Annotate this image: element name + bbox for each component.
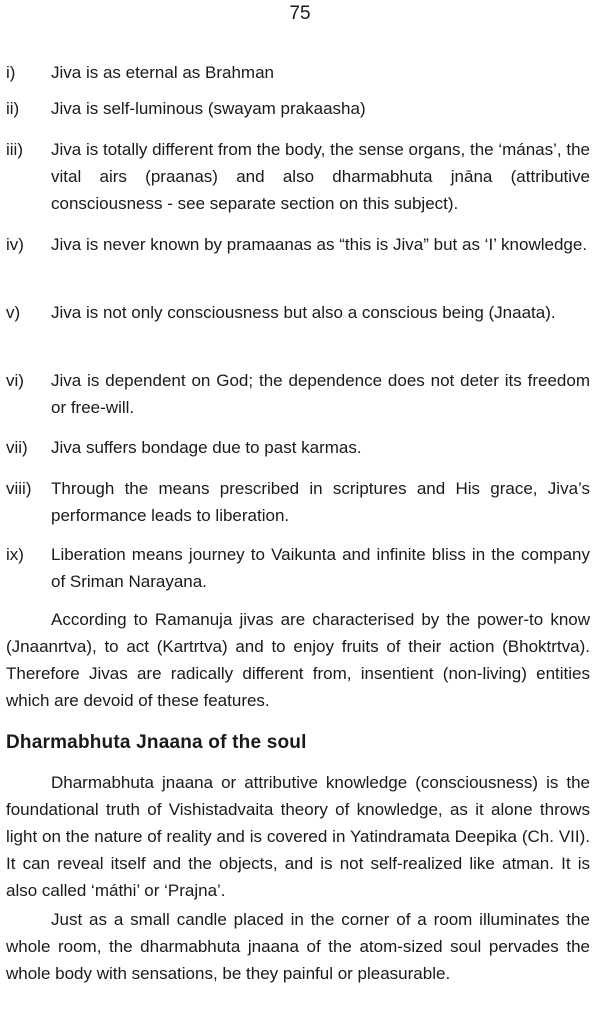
list-item-text: Jiva is as eternal as Brahman bbox=[51, 63, 274, 82]
list-item-marker: ix) bbox=[6, 545, 24, 564]
list-item-text: Jiva is self-luminous (swayam prakaasha) bbox=[51, 99, 366, 118]
list-item-marker: i) bbox=[6, 63, 16, 82]
list-item-text: Jiva is never known by pramaanas as “this is Jiva” but as ‘I’ knowledge. bbox=[51, 235, 588, 254]
page-number: 75 bbox=[289, 3, 311, 24]
list-item-marker: v) bbox=[6, 303, 21, 322]
list-item-text: Jiva is dependent on God; the dependence does not deter its freedom or free-will. bbox=[51, 371, 590, 417]
body-paragraph: Just as a small candle placed in the corner of a room illuminates the whole room, the dharmabhuta jnaana of the atom-sized soul pervades the whole body with sensations, be they painful or pleasurable. bbox=[6, 910, 590, 983]
list-item-marker: viii) bbox=[6, 479, 32, 498]
list-item-marker: iii) bbox=[6, 140, 23, 159]
list-item-marker: vi) bbox=[6, 371, 24, 390]
list-item-text: Through the means prescribed in scriptures and His grace, Jiva’s performance leads to liberation. bbox=[51, 479, 590, 525]
list-item-text: Jiva is not only consciousness but also a conscious being (Jnaata). bbox=[51, 303, 556, 322]
list-item-text: Jiva is totally different from the body, the sense organs, the ‘mánas’, the vital airs (praanas) and also dharmabhuta jnāna (attributive consciousness - see separate section on this subject). bbox=[51, 140, 590, 213]
list-item-marker: iv) bbox=[6, 235, 24, 254]
list-item-marker: ii) bbox=[6, 99, 20, 118]
list-item-text: Jiva suffers bondage due to past karmas. bbox=[51, 438, 362, 457]
list-item-marker: vii) bbox=[6, 438, 28, 457]
list-item-text: Liberation means journey to Vaikunta and infinite bliss in the company of Sriman Narayana. bbox=[51, 545, 590, 591]
body-paragraph: According to Ramanuja jivas are characterised by the power-to know (Jnaanrtva), to act (Kartrtva) and to enjoy fruits of their action (Bhoktrtva). Therefore Jivas are radically different from, insentient (non-living) entities which are devoid of these features. bbox=[6, 610, 590, 710]
section-heading: Dharmabhuta Jnaana of the soul bbox=[6, 732, 307, 753]
body-paragraph: Dharmabhuta jnaana or attributive knowledge (consciousness) is the foundational truth of Vishistadvaita theory of knowledge, as it alone throws light on the nature of reality and is covered in Yatindramata Deepika (Ch. VII). It can reveal itself and the objects, and is not self-realized like atman. It is also called ‘máthi’ or ‘Prajna’. bbox=[6, 773, 590, 900]
